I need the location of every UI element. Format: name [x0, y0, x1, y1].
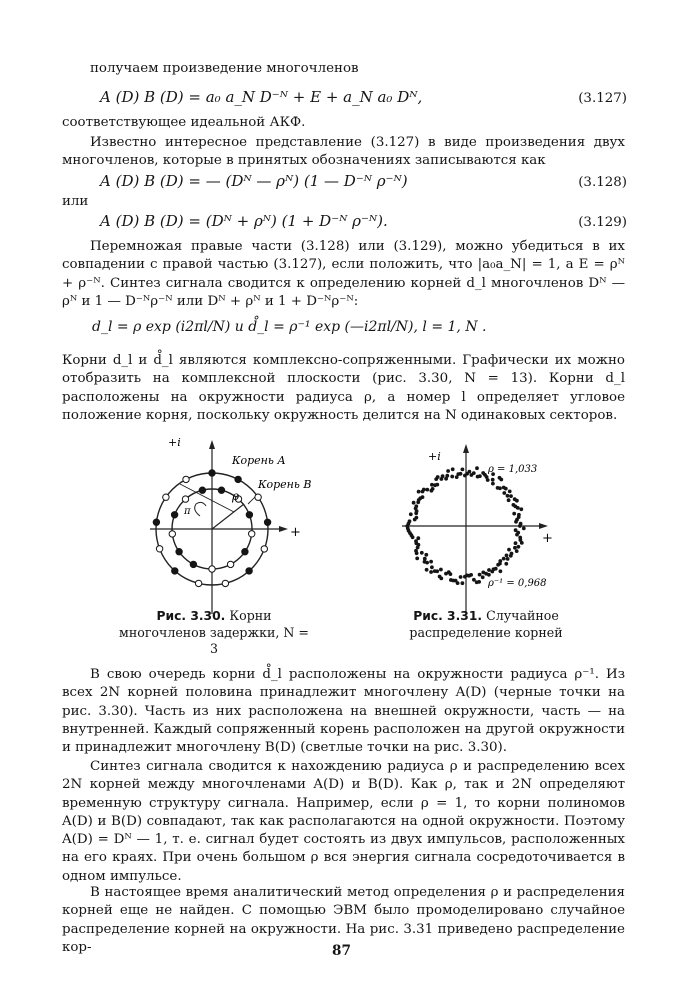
random-root-dot	[451, 475, 454, 478]
random-root-dot	[476, 467, 479, 470]
random-root-dot	[507, 499, 510, 502]
random-root-dot	[506, 494, 509, 497]
figure-3-31	[396, 442, 566, 618]
root-dot	[182, 496, 188, 502]
caption-3-30	[118, 608, 310, 658]
label-inner-radius: ρ⁻¹ = 0,968	[488, 578, 547, 589]
label-outer-radius: ρ = 1,033	[488, 464, 538, 475]
random-root-dot	[503, 492, 506, 495]
fig330-axis-x-label: +	[290, 525, 301, 540]
paragraph-intro: получаем произведение многочленов	[90, 61, 359, 76]
label-root-a: Корень А	[232, 454, 286, 467]
root-dot	[227, 561, 233, 567]
random-root-dot	[417, 490, 420, 493]
random-root-dot	[499, 570, 502, 573]
random-root-dot	[416, 557, 419, 560]
random-root-dot	[519, 536, 522, 539]
paragraph-computer-modeling: В настоящее время аналитический метод определения ρ и распределения корней еще не найден. С помощью ЭВМ было промоделировано случайное распределение корней на окружности. На рис. 3.31 приведено распределение кор-	[62, 885, 625, 955]
equation-3-129: A (D) B (D) = (Dᴺ + ρᴺ) (1 + D⁻ᴺ ρ⁻ᴺ).	[100, 212, 388, 230]
random-root-dot	[413, 518, 416, 521]
label-rho: ρ	[232, 489, 240, 503]
figure-3-30	[140, 436, 320, 618]
root-dot	[242, 549, 248, 555]
random-root-dot	[510, 495, 513, 498]
random-root-dot	[417, 501, 420, 504]
random-root-dot	[513, 512, 516, 515]
root-dot	[183, 476, 189, 482]
root-dot	[222, 580, 228, 586]
random-root-dot	[425, 553, 428, 556]
caption-3-31	[388, 608, 584, 641]
random-root-dot	[517, 545, 520, 548]
random-root-dot	[461, 582, 464, 585]
paragraph-conjugate-roots: В свою очередь корни d̊_l расположены на окружности радиуса ρ⁻¹. Из всех 2N корней половина принадлежит многочлену A(D) (черные точки на рис. 3.30). Часть из них расположена на внешней окружности, часть — на внутренней. Каждый сопряженный корень расположен на другой окружности и принадлежит многочлену B(D) (светлые точки на рис. 3.30).	[62, 667, 625, 756]
random-root-dot	[436, 570, 439, 573]
random-root-dot	[488, 569, 491, 572]
root-dot	[255, 494, 261, 500]
random-root-dot	[519, 522, 522, 525]
random-root-dot	[470, 474, 473, 477]
random-root-dot	[411, 536, 414, 539]
root-dot	[156, 546, 162, 552]
root-dot	[169, 531, 175, 537]
root-dot	[209, 470, 215, 476]
radius-line	[212, 504, 244, 529]
root-dot	[199, 487, 205, 493]
label-angle: π	[184, 506, 191, 517]
angle-arc	[195, 502, 206, 516]
random-root-dot	[520, 542, 523, 545]
root-dot	[261, 546, 267, 552]
random-root-dot	[440, 568, 443, 571]
label-root-b: Корень В	[258, 478, 312, 491]
random-root-dot	[508, 490, 511, 493]
imag-axis-arrow	[209, 440, 215, 449]
root-dot	[209, 566, 215, 572]
random-root-dot	[486, 479, 489, 482]
random-root-dot	[426, 488, 429, 491]
random-root-dot	[514, 542, 517, 545]
equation-3-127: A (D) B (D) = a₀ a_N D⁻ᴺ + E + a_N a₀ Dᴺ,	[100, 88, 423, 106]
root-dot	[246, 512, 252, 518]
random-root-dot	[488, 573, 491, 576]
random-root-dot	[435, 478, 438, 481]
fig331-axis-x-label: +	[542, 531, 553, 546]
caption-3-31-text: Случайное распределение корней	[409, 608, 563, 640]
random-root-dot	[445, 477, 448, 480]
random-root-dot	[430, 489, 433, 492]
root-dot	[163, 494, 169, 500]
caption-3-30-text: Корни многочленов задержки, N = 3	[119, 608, 309, 656]
random-root-dot	[431, 483, 434, 486]
fig331-axis-y-label: +i	[428, 450, 441, 463]
random-root-dot	[457, 473, 460, 476]
random-root-dot	[417, 537, 420, 540]
random-root-dot	[508, 548, 511, 551]
random-root-dot	[482, 472, 485, 475]
random-root-dot	[492, 482, 495, 485]
root-dot	[172, 568, 178, 574]
random-root-dot	[520, 508, 523, 511]
random-root-dot	[409, 513, 412, 516]
equation-number-3-128: (3.128)	[578, 175, 627, 190]
root-dot	[249, 531, 255, 537]
random-root-dot	[494, 567, 497, 570]
random-root-dot	[451, 468, 454, 471]
caption-3-31-number: Рис. 3.31.	[413, 609, 483, 623]
random-root-dot	[515, 550, 518, 553]
random-root-dot	[506, 558, 509, 561]
random-root-dot	[476, 475, 479, 478]
random-root-dot	[491, 478, 494, 481]
random-root-dot	[431, 566, 434, 569]
random-root-dot	[440, 478, 443, 481]
random-root-dot	[423, 557, 426, 560]
random-root-dot	[426, 561, 429, 564]
random-root-dot	[470, 574, 473, 577]
random-root-dot	[440, 577, 443, 580]
random-root-dot	[416, 546, 419, 549]
random-root-dot	[421, 490, 424, 493]
root-dot	[153, 519, 159, 525]
random-root-dot	[425, 568, 428, 571]
random-root-dot	[412, 501, 415, 504]
word-or: или	[62, 194, 89, 209]
caption-3-30-number: Рис. 3.30.	[156, 609, 226, 623]
random-root-dot	[514, 546, 517, 549]
random-root-dot	[505, 554, 508, 557]
random-root-dot	[499, 560, 502, 563]
random-root-dot	[415, 552, 418, 555]
random-root-dot	[512, 504, 515, 507]
random-root-dot	[434, 484, 437, 487]
root-dot	[264, 519, 270, 525]
random-root-dot	[505, 562, 508, 565]
equation-number-3-127: (3.127)	[578, 91, 627, 106]
random-root-dot	[502, 486, 505, 489]
random-root-dot	[502, 557, 505, 560]
random-root-dot	[513, 498, 516, 501]
page-number: 87	[332, 943, 351, 959]
random-root-dot	[510, 552, 513, 555]
fig330-axis-y-label: +i	[168, 436, 181, 449]
root-dot	[176, 549, 182, 555]
imag-axis-arrow	[463, 444, 469, 453]
random-root-dot	[449, 573, 452, 576]
random-root-dot	[522, 527, 525, 530]
root-dot	[195, 580, 201, 586]
random-root-dot	[481, 576, 484, 579]
equation-roots: d_l = ρ exp (i2πl/N) и d̊_l = ρ⁻¹ exp (—i2πl/N), l = 1, N .	[92, 319, 487, 335]
paragraph-synthesis: Перемножая правые части (3.128) или (3.129), можно убедиться в их совпадении с правой частью (3.127), если положить, что |a₀a_N| = 1, а E = ρᴺ + ρ⁻ᴺ. Синтез сигнала сводится к определению корней d_l многочленов Dᴺ — ρᴺ и 1 — D⁻ᴺρ⁻ᴺ или Dᴺ + ρᴺ и 1 + D⁻ᴺρ⁻ᴺ:	[62, 239, 625, 309]
random-root-dot	[430, 571, 433, 574]
root-dot	[235, 476, 241, 482]
random-root-dot	[459, 576, 462, 579]
root-dot	[246, 568, 252, 574]
random-root-dot	[478, 573, 481, 576]
random-root-dot	[518, 513, 521, 516]
equation-number-3-129: (3.129)	[578, 215, 627, 230]
random-root-dot	[415, 512, 418, 515]
random-root-dot	[464, 474, 467, 477]
random-root-dot	[478, 581, 481, 584]
random-root-dot	[420, 551, 423, 554]
paragraph-radius-distribution: Синтез сигнала сводится к нахождению радиуса ρ и распределению всех 2N корней между многочленами A(D) и B(D). Как ρ, так и 2N определяют временную структуру сигнала. Например, если ρ = 1, то корни полиномов A(D) и B(D) совпадают, так как располагаются на одной окружности. Поэтому A(D) = Dᴺ — 1, т. е. сигнал будет состоять из двух импульсов, расположенных на его краях. При очень большом ρ вся энергия сигнала сосредоточивается в одном импульсе.	[62, 759, 625, 884]
random-root-dot	[498, 476, 501, 479]
root-dot	[171, 512, 177, 518]
root-dot	[190, 561, 196, 567]
random-root-dot	[447, 470, 450, 473]
paragraph-roots: Корни d_l и d̊_l являются комплексно-сопряженными. Графически их можно отобразить на комплексной плоскости (рис. 3.30, N = 13). Корни d_l расположены на окружности радиуса ρ, а номер l определяет угловое положение корня, поскольку окружность делится на N одинаковых секторов.	[62, 353, 625, 423]
paragraph-akf: соответствующее идеальной АКФ.	[62, 115, 306, 130]
paragraph-representation: Известно интересное представление (3.127) в виде произведения двух многочленов, которые в принятых обозначениях записываются как	[62, 135, 625, 169]
real-axis-arrow	[539, 523, 548, 529]
random-root-dot	[496, 487, 499, 490]
random-root-dot	[473, 578, 476, 581]
random-root-dot	[446, 474, 449, 477]
real-axis-arrow	[279, 526, 288, 532]
random-root-dot	[456, 582, 459, 585]
equation-3-128: A (D) B (D) = — (Dᴺ — ρᴺ) (1 — D⁻ᴺ ρ⁻ᴺ)	[100, 172, 408, 190]
random-root-dot	[517, 531, 520, 534]
random-root-dot	[514, 529, 517, 532]
random-root-dot	[461, 468, 464, 471]
root-dot	[218, 487, 224, 493]
random-root-dot	[430, 560, 433, 563]
random-root-dot	[455, 476, 458, 479]
